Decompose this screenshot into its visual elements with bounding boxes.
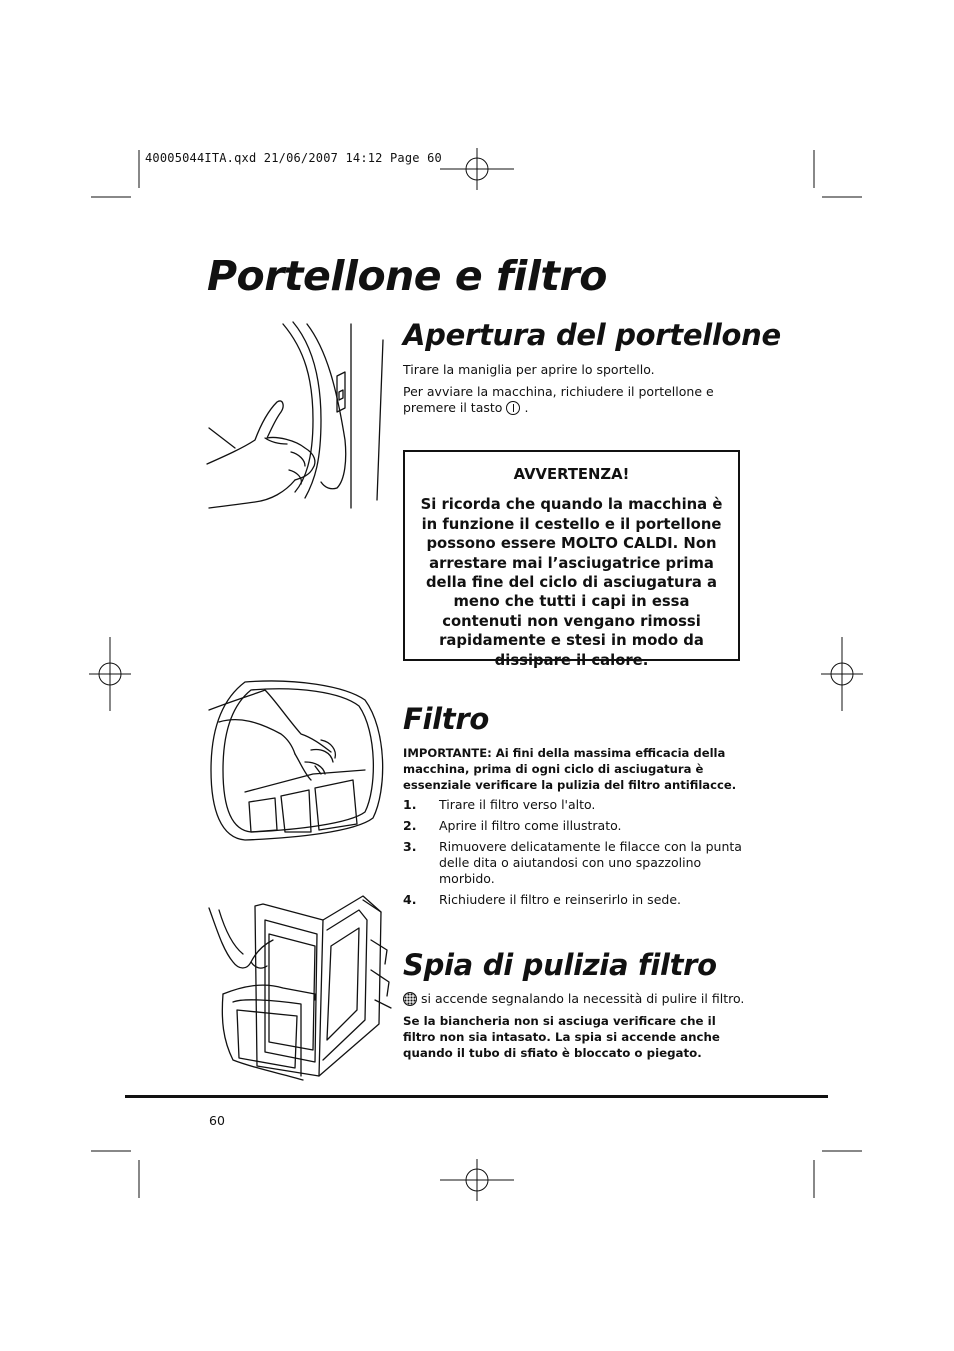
filter-heading: Filtro (403, 702, 489, 736)
filter-open-illustration (203, 890, 393, 1085)
warning-box (403, 450, 740, 669)
page-number: 60 (209, 1113, 225, 1128)
door-opening-illustration (205, 320, 385, 510)
filter-step: 4. Richiudere il filtro e reinserirlo in sede. (403, 892, 681, 907)
door-text-2 (403, 384, 723, 416)
door-text-2-end: . (524, 400, 529, 415)
filter-indicator-icon (403, 992, 417, 1006)
door-heading: Apertura del portellone (403, 318, 781, 352)
footer-rule (125, 1095, 828, 1098)
warning-text: Si ricorda che quando la macchina è in funzione il cestello e il portellone possono essere MOLTO CALDI. Non arrestare mai l’asciugatrice prima della fine del ciclo di asciugatura a meno che tutti i capi in essa contenuti non vengano rimossi rapidamente e stesi in modo da dissipare il calore. (420, 496, 723, 669)
door-text-2-main: Per avviare la macchina, richiudere il portellone e premere il tasto (403, 384, 714, 415)
power-button-icon (506, 401, 520, 415)
indicator-line: si accende segnalando la necessità di pulire il filtro. (421, 991, 745, 1006)
filter-steps (403, 797, 743, 913)
filter-step: 3. Rimuovere delicatamente le filacce con la punta delle dita o aiutandosi con uno spazzolino morbido. (403, 839, 742, 886)
filter-pull-illustration (205, 670, 385, 845)
indicator-bold: Se la biancheria non si asciuga verificare che il filtro non sia intasato. La spia si accende anche quando il tubo di sfiato è bloccato o piegato. (403, 1014, 720, 1060)
filter-step: 2. Aprire il filtro come illustrato. (403, 818, 622, 833)
filter-important: IMPORTANTE: Ai fini della massima efficacia della macchina, prima di ogni ciclo di asciugatura è essenziale verificare la pulizia del filtro antifilacce. (403, 746, 737, 792)
page-title: Portellone e filtro (207, 252, 607, 300)
filter-step: 1. Tirare il filtro verso l'alto. (403, 797, 596, 812)
warning-title: AVVERTENZA! (513, 466, 630, 483)
indicator-text (403, 991, 748, 1007)
indicator-heading: Spia di pulizia filtro (403, 948, 717, 982)
door-text-1: Tirare la maniglia per aprire lo sportello. (403, 362, 655, 377)
file-slug: 40005044ITA.qxd 21/06/2007 14:12 Page 60 (145, 151, 442, 165)
